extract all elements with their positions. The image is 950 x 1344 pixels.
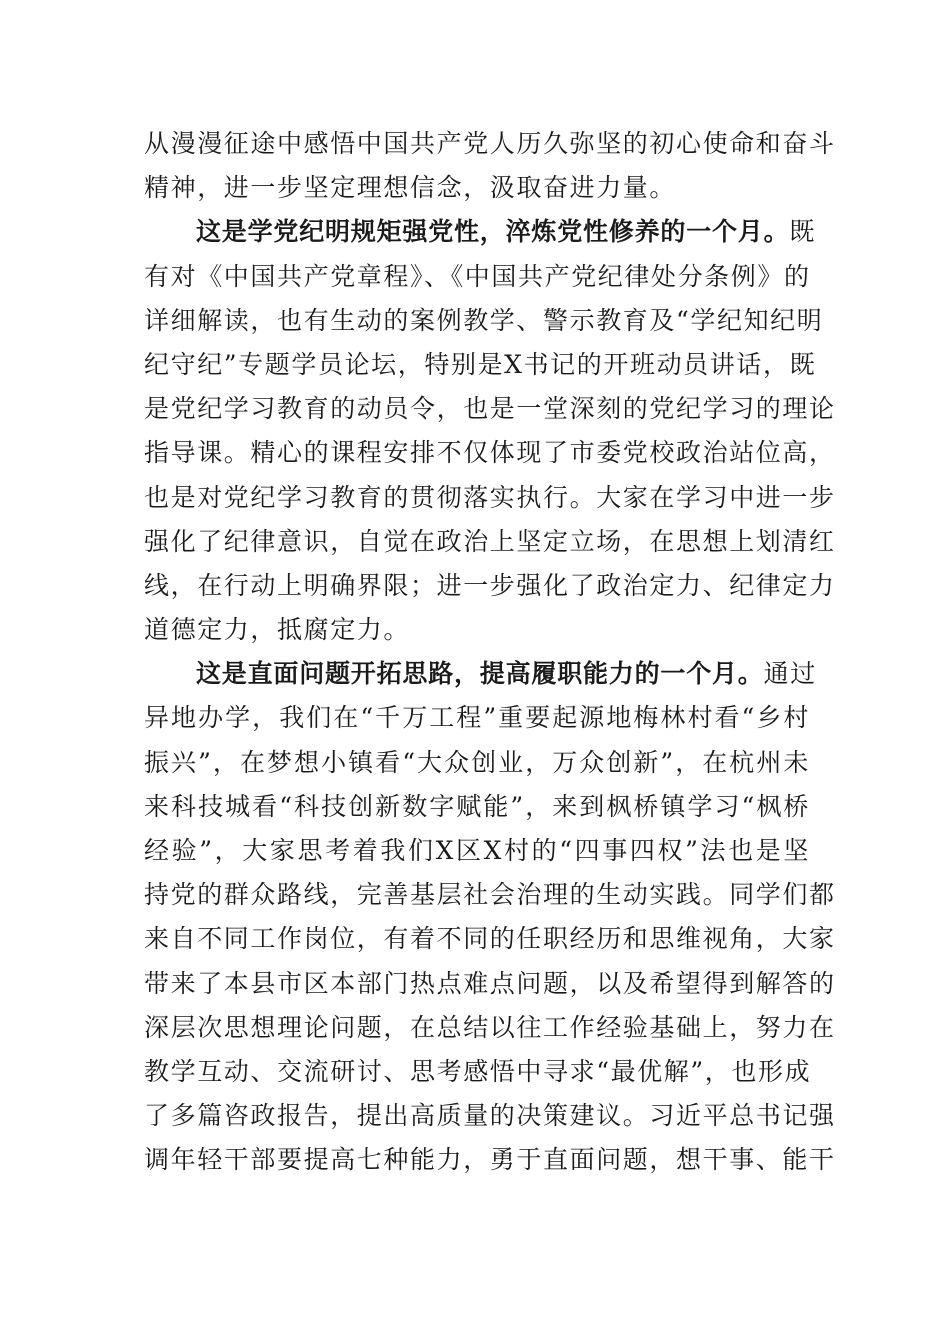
text-line: 纪守纪”专题学员论坛，特别是X书记的开班动员讲话，既 [144, 349, 817, 379]
text-fragment: 既 [789, 217, 817, 247]
text-line: 也是对党纪学习教育的贯彻落实执行。大家在学习中进一步 [144, 482, 836, 512]
paragraph-lead-sentence: 这是学党纪明规矩强党性，淬炼党性修养的一个月。 [196, 217, 790, 247]
text-line: 带来了本县市区本部门热点难点问题，以及希望得到解答的 [144, 968, 836, 998]
text-line: 线，在行动上明确界限；进一步强化了政治定力、纪律定力 [144, 570, 836, 600]
text-line: 经验”，大家思考着我们X区X村的“四事四权”法也是坚 [144, 836, 810, 865]
text-fragment: 通过 [763, 659, 817, 689]
text-line: 从漫漫征途中感悟中国共产党人历久弥坚的初心使命和奋斗 [144, 129, 836, 158]
text-line: 调年轻干部要提高七种能力，勇于直面问题，想干事、能干 [144, 1145, 836, 1175]
text-line: 强化了纪律意识，自觉在政治上坚定立场，在思想上划清红 [144, 526, 836, 556]
text-line: 教学互动、交流研讨、思考感悟中寻求“最优解”，也形成 [144, 1056, 812, 1086]
text-line: 来科技城看“科技创新数字赋能”，来到枫桥镇学习“枫桥 [144, 791, 810, 821]
text-line: 振兴”，在梦想小镇看“大众创业，万众创新”，在杭州未 [144, 747, 810, 777]
text-line: 深层次思想理论问题，在总结以往工作经验基础上，努力在 [144, 1012, 836, 1042]
paragraph [144, 122, 836, 210]
text-line: 持党的群众路线，完善基层社会治理的生动实践。同学们都 [144, 880, 836, 910]
text-line: 有对《中国共产党章程》、《中国共产党纪律处分条例》的 [144, 261, 811, 291]
text-line: 详细解读，也有生动的案例教学、警示教育及“学纪知纪明 [144, 305, 824, 335]
text-line [144, 652, 817, 696]
text-line: 道德定力，抵腐定力。 [144, 615, 411, 645]
paragraph [144, 652, 836, 1182]
text-line: 异地办学，我们在“千万工程”重要起源地梅林村看“乡村 [144, 703, 810, 733]
paragraph [144, 210, 836, 652]
paragraph-lead-sentence: 这是直面问题开拓思路，提高履职能力的一个月。 [196, 659, 764, 689]
text-line: 了多篇咨政报告，提出高质量的决策建议。习近平总书记强 [144, 1101, 836, 1131]
text-line: 来自不同工作岗位，有着不同的任职经历和思维视角，大家 [144, 924, 836, 954]
text-line: 是党纪学习教育的动员令，也是一堂深刻的党纪学习的理论 [144, 394, 836, 424]
text-line: 指导课。精心的课程安排不仅体现了市委党校政治站位高， [144, 438, 836, 468]
text-line: 精神，进一步坚定理想信念，汲取奋进力量。 [144, 173, 677, 203]
body-text [144, 122, 836, 1183]
text-line [144, 210, 817, 254]
